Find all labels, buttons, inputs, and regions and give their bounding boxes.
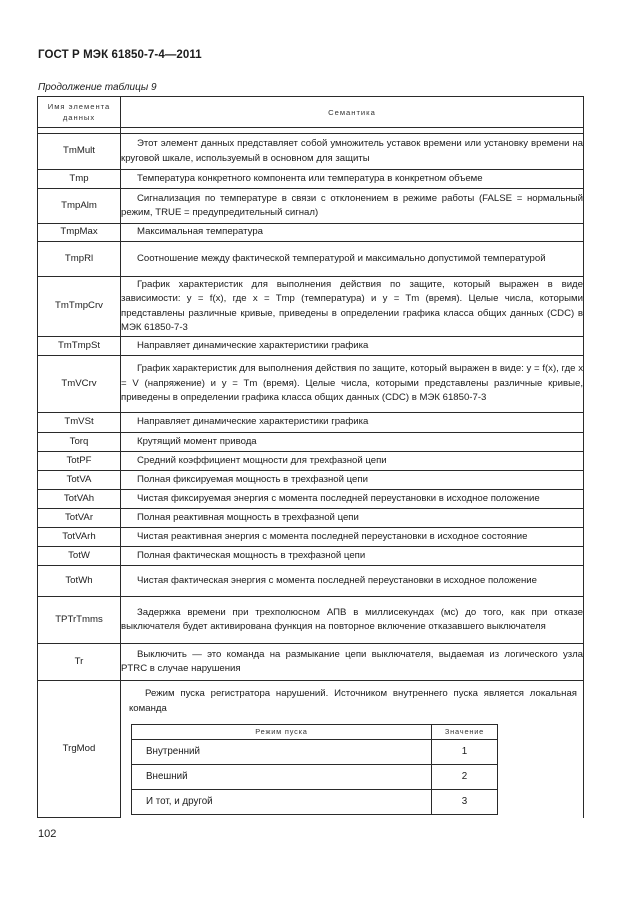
table-row bbox=[38, 452, 584, 471]
element-semantics bbox=[121, 433, 584, 452]
element-semantics bbox=[121, 681, 584, 818]
element-semantics bbox=[121, 242, 584, 277]
table-row bbox=[38, 490, 584, 509]
table-row bbox=[38, 509, 584, 528]
element-name: TotW bbox=[38, 547, 121, 566]
element-semantics bbox=[121, 356, 584, 413]
table-row-trgmod bbox=[38, 681, 584, 818]
table-row bbox=[38, 224, 584, 242]
semantics-text: Соотношение между фактической температурой и максимально допустимой температурой bbox=[137, 252, 546, 264]
table-row bbox=[38, 170, 584, 189]
trigger-mode-value: 2 bbox=[432, 765, 498, 790]
table-row bbox=[38, 134, 584, 170]
element-semantics bbox=[121, 134, 584, 170]
element-semantics bbox=[121, 509, 584, 528]
semantics-text: Режим пуска регистратора нарушений. Источником внутреннего пуска является локальная команда bbox=[129, 688, 577, 714]
element-semantics bbox=[121, 224, 584, 242]
element-name: TmpRl bbox=[38, 242, 121, 277]
trigger-mode-name: И тот, и другой bbox=[132, 790, 432, 815]
element-name: TmMult bbox=[38, 134, 121, 170]
semantics-text: Выключить — это команда на размыкание цепи выключателя, выдаемая из логического узла PTRC в случае нарушения bbox=[121, 648, 583, 674]
header-trigger-mode: Режим пуска bbox=[132, 725, 432, 740]
semantics-text: Полная реактивная мощность в трехфазной цепи bbox=[137, 511, 359, 523]
table-row bbox=[38, 189, 584, 224]
semantics-text: Максимальная температура bbox=[137, 226, 263, 238]
trigger-mode-name: Внутренний bbox=[132, 740, 432, 765]
table-caption: Продолжение таблицы 9 bbox=[38, 82, 157, 93]
element-name: TmVCrv bbox=[38, 356, 121, 413]
table-row bbox=[38, 597, 584, 644]
header-element-name: Имя элемента данных bbox=[38, 97, 121, 128]
page-number: 102 bbox=[38, 828, 57, 840]
table-row bbox=[38, 433, 584, 452]
element-semantics bbox=[121, 337, 584, 356]
trigger-mode-table bbox=[131, 724, 498, 815]
element-semantics bbox=[121, 490, 584, 509]
trigger-mode-value: 3 bbox=[432, 790, 498, 815]
table-row bbox=[38, 277, 584, 337]
element-name: Tr bbox=[38, 644, 121, 681]
semantics-text: Сигнализация по температуре в связи с отклонением в режиме работы (FALSE = нормальный режим, TRUE = предупредительный сигнал) bbox=[121, 192, 583, 218]
element-semantics bbox=[121, 566, 584, 597]
semantics-text: Средний коэффициент мощности для трехфазной цепи bbox=[137, 454, 387, 466]
semantics-text: Полная фактическая мощность в трехфазной цепи bbox=[137, 549, 366, 561]
semantics-text: График характеристик для выполнения действия по защите, который выражен в виде: y = f(x), где x = V (напряжение) и y = Tm (время). Целые числа, которыми представлены различные кривые, приведены в определении графика класса общих данных (CDC) в МЭК 61850-7-3 bbox=[121, 363, 583, 404]
element-name: TotPF bbox=[38, 452, 121, 471]
element-name: TmTmpSt bbox=[38, 337, 121, 356]
element-name: TmTmpCrv bbox=[38, 277, 121, 337]
element-semantics bbox=[121, 189, 584, 224]
element-name: TPTrTmms bbox=[38, 597, 121, 644]
semantics-text: Температура конкретного компонента или температура в конкретном объеме bbox=[137, 172, 483, 184]
trigger-mode-name: Внешний bbox=[132, 765, 432, 790]
element-name: Torq bbox=[38, 433, 121, 452]
element-semantics bbox=[121, 644, 584, 681]
table-row bbox=[38, 644, 584, 681]
table-row bbox=[38, 547, 584, 566]
element-name: TotVAr bbox=[38, 509, 121, 528]
semantics-text: Крутящий момент привода bbox=[137, 435, 257, 447]
semantics-text: Направляет динамические характеристики графика bbox=[137, 339, 369, 351]
semantics-text: Задержка времени при трехполюсном АПВ в миллисекундах (мс) до того, как при отказе выключателя будет активирована функция на повторное включение отказавшего выключателя bbox=[121, 606, 583, 632]
element-semantics bbox=[121, 547, 584, 566]
element-name: TmVSt bbox=[38, 413, 121, 433]
semantics-text: Чистая фактическая энергия с момента последней переустановки в исходное положение bbox=[137, 574, 537, 586]
element-name: TrgMod bbox=[38, 681, 121, 818]
semantics-text: Чистая фиксируемая энергия с момента последней переустановки в исходное положение bbox=[137, 492, 540, 504]
semantics-text: Этот элемент данных представляет собой умножитель уставок времени или установку времени на круговой шкале, используемый в основном для защиты bbox=[121, 138, 583, 164]
element-name: TotVA bbox=[38, 471, 121, 490]
element-semantics bbox=[121, 452, 584, 471]
header-value: Значение bbox=[432, 725, 498, 740]
data-elements-table bbox=[37, 96, 584, 818]
element-semantics bbox=[121, 277, 584, 337]
element-name: TotVAh bbox=[38, 490, 121, 509]
element-semantics bbox=[121, 528, 584, 547]
table-row bbox=[38, 337, 584, 356]
element-name: TmpAlm bbox=[38, 189, 121, 224]
element-semantics bbox=[121, 413, 584, 433]
table-row bbox=[38, 413, 584, 433]
table-row bbox=[38, 471, 584, 490]
element-semantics bbox=[121, 471, 584, 490]
table-row bbox=[38, 356, 584, 413]
semantics-text: График характеристик для выполнения действия по защите, который выражен в виде зависимости: y = f(x), где x = Tmp (температура) и y = Tm (время). Целые числа, которыми представлены различные кривые, приведены в определении графика класса общих данных (CDC) в МЭК 61850-7-3 bbox=[121, 278, 583, 333]
element-name: TotVArh bbox=[38, 528, 121, 547]
semantics-text: Полная фиксируемая мощность в трехфазной цепи bbox=[137, 473, 368, 485]
element-semantics bbox=[121, 597, 584, 644]
header-semantics: Семантика bbox=[121, 97, 584, 128]
semantics-text: Направляет динамические характеристики графика bbox=[137, 416, 369, 428]
element-name: TotWh bbox=[38, 566, 121, 597]
semantics-text: Чистая реактивная энергия с момента последней переустановки в исходное состояние bbox=[137, 530, 528, 542]
table-row bbox=[38, 528, 584, 547]
element-name: TmpMax bbox=[38, 224, 121, 242]
table-row bbox=[38, 566, 584, 597]
element-semantics bbox=[121, 170, 584, 189]
standard-header: ГОСТ Р МЭК 61850-7-4—2011 bbox=[38, 49, 202, 61]
element-name: Tmp bbox=[38, 170, 121, 189]
table-row bbox=[38, 242, 584, 277]
trigger-mode-value: 1 bbox=[432, 740, 498, 765]
